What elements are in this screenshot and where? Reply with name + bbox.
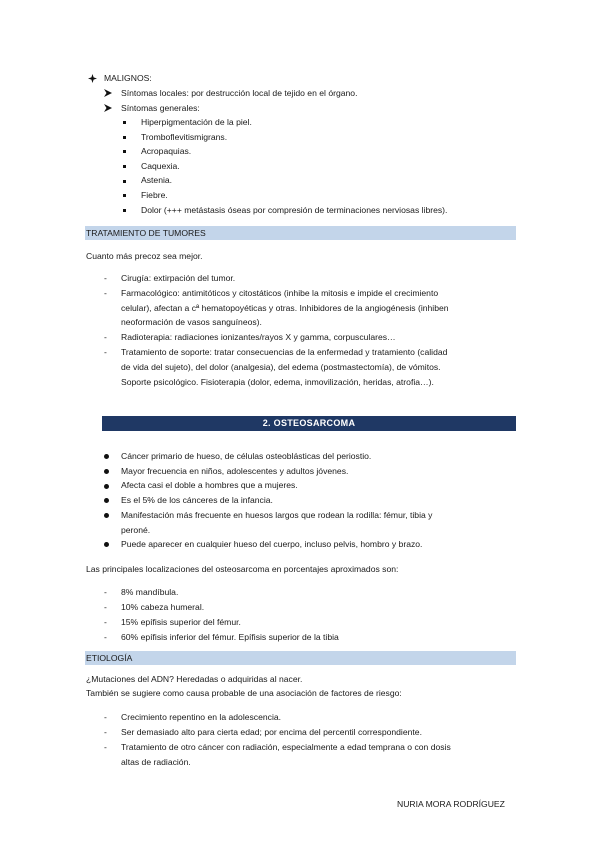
section-header-tratamiento-label: TRATAMIENTO DE TUMORES xyxy=(86,228,206,238)
dash-bullet-icon: - xyxy=(104,332,107,343)
osteosarcoma-bullet-line: Mayor frecuencia en niños, adolescentes y adultos jóvenes. xyxy=(121,465,349,476)
round-bullet-icon xyxy=(104,480,109,491)
square-bullet-icon xyxy=(123,205,126,216)
tratamiento-item-line: neoformación de vasos sanguíneos). xyxy=(121,317,262,328)
round-bullet-icon xyxy=(104,466,109,477)
round-bullet-icon xyxy=(104,510,109,521)
sintomas-locales: Síntomas locales: por destrucción local de tejido en el órgano. xyxy=(121,88,358,98)
sintoma-general-item: Astenia. xyxy=(141,175,173,186)
localizacion-item: 8% mandíbula. xyxy=(121,587,179,597)
section-header-tratamiento xyxy=(85,226,516,240)
diamond-bullet-icon xyxy=(88,74,97,83)
etiologia-item-line: altas de radiación. xyxy=(121,757,191,767)
round-bullet-icon xyxy=(104,539,109,550)
dash-bullet-icon: - xyxy=(104,587,107,597)
square-bullet-icon xyxy=(123,146,126,157)
round-bullet-icon xyxy=(104,451,109,462)
footer-author: NURIA MORA RODRÍGUEZ xyxy=(397,799,505,809)
osteosarcoma-title: 2. OSTEOSARCOMA xyxy=(262,418,356,428)
localizacion-item: 15% epífisis superior del fémur. xyxy=(121,617,241,627)
sintoma-general-item: Hiperpigmentación de la piel. xyxy=(141,117,252,127)
dash-bullet-icon: - xyxy=(104,287,107,298)
square-bullet-icon xyxy=(123,161,126,172)
localizacion-item: 10% cabeza humeral. xyxy=(121,602,205,612)
osteosarcoma-title-bar xyxy=(102,416,516,431)
etiologia-item-line: Ser demasiado alto para cierta edad; por encima del percentil correspondiente. xyxy=(121,727,422,737)
tratamiento-intro: Cuanto más precoz sea mejor. xyxy=(86,251,203,261)
osteosarcoma-bullet-line: Afecta casi el doble a hombres que a mujeres. xyxy=(121,480,298,491)
dash-bullet-icon: - xyxy=(104,742,107,752)
etiologia-line-2: También se sugiere como causa probable de una asociación de factores de riesgo: xyxy=(86,688,402,698)
tratamiento-item-line: Soporte psicológico. Fisioterapia (dolor, edema, inmovilización, heridas, atrofia…). xyxy=(121,376,434,387)
dash-bullet-icon: - xyxy=(104,273,107,283)
osteosarcoma-bullet-line: peroné. xyxy=(121,524,151,535)
tratamiento-item-line: Farmacológico: antimitóticos y citostáticos (inhibe la mitosis e impide el crecimiento xyxy=(121,287,439,298)
tratamiento-item-line: Tratamiento de soporte: tratar consecuencias de la enfermedad y tratamiento (calidad xyxy=(121,347,448,357)
section-header-etiologia xyxy=(85,651,516,665)
osteosarcoma-bullet-line: Es el 5% de los cánceres de la infancia. xyxy=(121,495,273,506)
osteosarcoma-bullet-line: Puede aparecer en cualquier hueso del cuerpo, incluso pelvis, hombro y brazo. xyxy=(121,539,423,550)
etiologia-line-1: ¿Mutaciones del ADN? Heredadas o adquiridas al nacer. xyxy=(86,674,303,684)
tratamiento-item-line: celular), afectan a cª hematopoyéticas y otras. Inhibidores de la angiogénesis (inhiben xyxy=(121,302,449,313)
arrow-bullet-icon xyxy=(104,104,112,112)
section-header-etiologia-label: ETIOLOGÍA xyxy=(86,653,133,663)
dash-bullet-icon: - xyxy=(104,347,107,357)
square-bullet-icon xyxy=(123,175,126,186)
osteosarcoma-bullet-line: Manifestación más frecuente en huesos largos que rodean la rodilla: fémur, tibia y xyxy=(121,509,433,520)
tratamiento-item-line: Cirugía: extirpación del tumor. xyxy=(121,273,236,283)
dash-bullet-icon: - xyxy=(104,632,107,642)
dash-bullet-icon: - xyxy=(104,727,107,737)
square-bullet-icon xyxy=(123,132,126,143)
tratamiento-item-line: Radioterapia: radiaciones ionizantes/rayos X y gamma, corpusculares… xyxy=(121,332,396,343)
sintoma-general-item: Acropaquias. xyxy=(141,146,192,157)
round-bullet-icon xyxy=(104,495,109,506)
malignos-heading: MALIGNOS: xyxy=(104,73,152,83)
sintoma-general-item: Dolor (+++ metástasis óseas por compresión de terminaciones nerviosas libres). xyxy=(141,204,448,215)
sintoma-general-item: Caquexia. xyxy=(141,160,180,171)
square-bullet-icon xyxy=(123,190,126,201)
dash-bullet-icon: - xyxy=(104,602,107,612)
dash-bullet-icon: - xyxy=(104,617,107,627)
sintomas-generales-label: Síntomas generales: xyxy=(121,103,200,113)
etiologia-item-line: Tratamiento de otro cáncer con radiación, especialmente a edad temprana o con dosis xyxy=(121,742,451,752)
sintoma-general-item: Tromboflevitismigrans. xyxy=(141,131,228,142)
square-bullet-icon xyxy=(123,117,126,128)
tratamiento-item-line: de vida del sujeto), del dolor (analgesia), del edema (postmastectomía), de vómitos. xyxy=(121,361,441,372)
dash-bullet-icon: - xyxy=(104,712,107,722)
arrow-bullet-icon xyxy=(104,89,112,97)
localizaciones-intro: Las principales localizaciones del osteosarcoma en porcentajes aproximados son: xyxy=(86,564,399,574)
etiologia-item-line: Crecimiento repentino en la adolescencia. xyxy=(121,712,282,722)
osteosarcoma-bullet-line: Cáncer primario de hueso, de células osteoblásticas del periostio. xyxy=(121,451,372,461)
localizacion-item: 60% epífisis inferior del fémur. Epífisis superior de la tibia xyxy=(121,632,339,642)
sintoma-general-item: Fiebre. xyxy=(141,190,168,200)
